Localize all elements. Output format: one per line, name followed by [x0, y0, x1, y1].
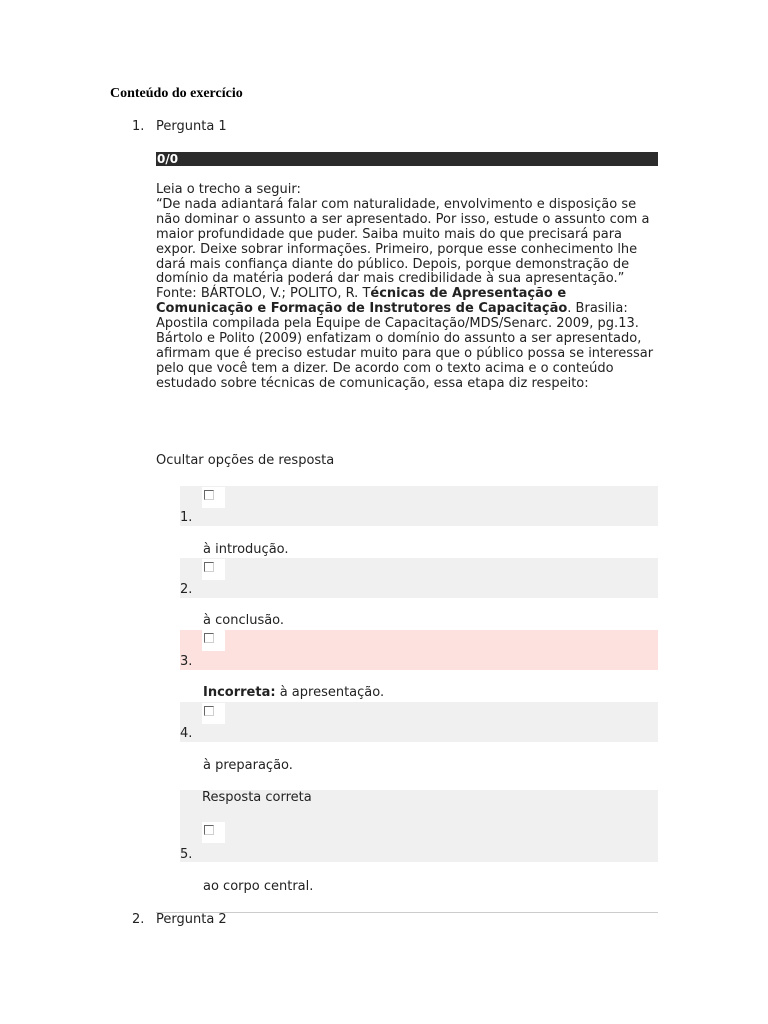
option-number: 3.: [180, 654, 193, 669]
source-title: écnicas de Apresentação e Comunicação e Formação de Instrutores de Capacitação: [156, 286, 568, 317]
option-checkbox[interactable]: [202, 703, 225, 724]
option-text: [203, 685, 384, 701]
option-text: [203, 879, 313, 895]
intro-text: Leia o trecho a seguir:: [156, 182, 301, 197]
quote-text: “De nada adiantará falar com naturalidade, envolvimento e disposição se não dominar o assunto a ser apresentado. Por isso, estude o assunto com a maior profundidade que puder. Saiba muito mais do que precisará para expor. Deixe sobrar informações. Primeiro, porque esse conhecimento lhe dará mais confiança diante do público. Depois, porque demonstração de domínio da matéria poderá dar mais credibilidade à sua apresentação.”: [156, 196, 650, 287]
answer-option-5[interactable]: [180, 790, 658, 862]
option-checkbox[interactable]: [202, 630, 225, 651]
hide-options-link[interactable]: Ocultar opções de resposta: [156, 453, 335, 468]
answer-option-2[interactable]: [180, 558, 658, 598]
source-prefix: Fonte: BÁRTOLO, V.; POLITO, R. T: [156, 286, 371, 302]
section-title: Conteúdo do exercício: [110, 86, 243, 101]
score-bar: 0/0: [156, 152, 658, 166]
option-label: à introdução.: [203, 542, 289, 557]
option-status: Incorreta:: [203, 685, 276, 700]
option-text: [203, 542, 289, 558]
question-body: [156, 183, 659, 392]
option-text: [203, 613, 284, 629]
correct-answer-label: Resposta correta: [202, 790, 312, 805]
source-citation: [156, 287, 659, 332]
option-number: 1.: [180, 510, 193, 525]
source-suffix: . Brasilia: Apostila compilada pela Equipe de Capacitação/MDS/Senarc. 2009, pg.13.: [156, 301, 639, 332]
question-number: 1.: [132, 119, 145, 134]
answer-option-4[interactable]: [180, 702, 658, 742]
option-checkbox[interactable]: [202, 559, 225, 580]
option-label: à conclusão.: [203, 613, 285, 628]
question-1-header[interactable]: [132, 119, 227, 135]
answer-option-1[interactable]: [180, 486, 658, 526]
option-label: ao corpo central.: [203, 879, 314, 894]
answer-option-3[interactable]: [180, 630, 658, 670]
option-text: [203, 758, 293, 774]
option-number: 5.: [180, 847, 193, 862]
question-divider: [156, 912, 658, 913]
question-2-header[interactable]: [132, 912, 227, 928]
question-text: Bártolo e Polito (2009) enfatizam o domínio do assunto a ser apresentado, afirmam que é preciso estudar muito para que o público possa se interessar pelo que você tem a dizer. De acordo com o texto acima e o conteúdo estudado sobre técnicas de comunicação, essa etapa diz respeito:: [156, 331, 654, 391]
question-label: Pergunta 1: [156, 119, 227, 134]
option-label: à apresentação.: [275, 685, 385, 700]
question-number: 2.: [132, 912, 145, 927]
option-checkbox[interactable]: [202, 487, 225, 508]
option-number: 2.: [180, 582, 193, 597]
option-label: à preparação.: [203, 758, 293, 773]
question-label: Pergunta 2: [156, 912, 227, 927]
option-number: 4.: [180, 726, 193, 741]
option-checkbox[interactable]: [202, 822, 225, 843]
